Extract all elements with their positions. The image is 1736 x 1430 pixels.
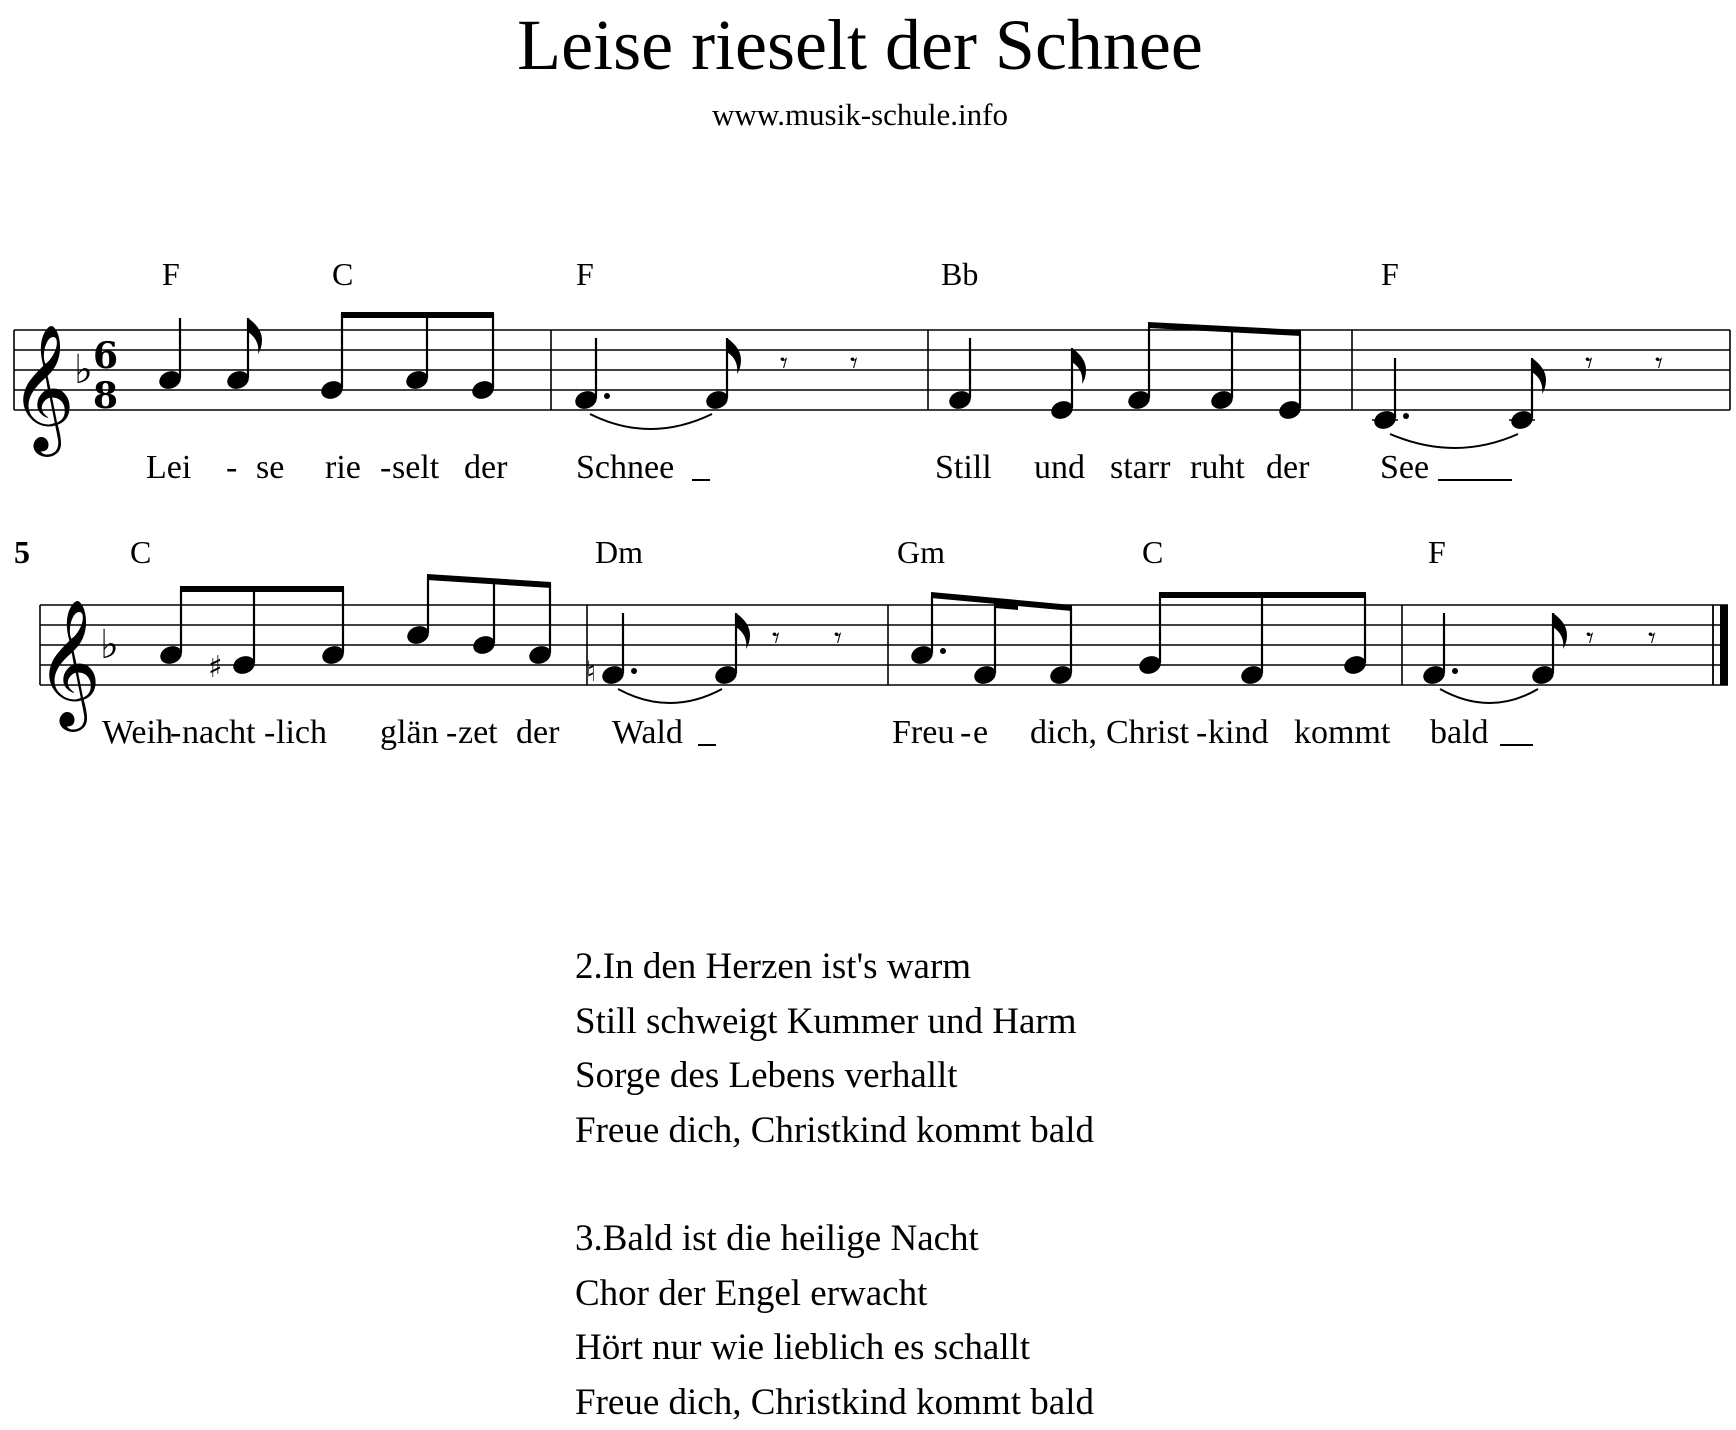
verse-2 bbox=[575, 940, 1094, 1158]
note-head bbox=[404, 369, 429, 391]
note-head bbox=[1126, 389, 1151, 411]
note-head bbox=[405, 624, 430, 646]
chord-symbol: C bbox=[332, 256, 354, 292]
lyric-syllable: dich, bbox=[1030, 714, 1098, 751]
lyric-syllable: kind bbox=[1208, 714, 1269, 751]
lyric-syllable: selt bbox=[392, 449, 440, 486]
additional-verses bbox=[575, 940, 1094, 1430]
eighth-rest-icon: 𝄾 bbox=[1648, 621, 1656, 656]
flat-key-signature-icon: ♭ bbox=[74, 347, 93, 393]
note-head bbox=[157, 369, 182, 391]
lyric-hyphen: - bbox=[226, 449, 238, 486]
eighth-rest-icon: 𝄾 bbox=[772, 621, 780, 656]
lyric-hyphen: - bbox=[170, 714, 182, 751]
note-head bbox=[1048, 664, 1073, 686]
measure-number: 5 bbox=[14, 534, 30, 570]
note-head bbox=[972, 664, 997, 686]
chord-symbol: F bbox=[1428, 534, 1446, 570]
note-head bbox=[1530, 664, 1555, 686]
lyric-hyphen: - bbox=[1196, 714, 1208, 751]
note-head bbox=[1421, 664, 1446, 686]
verse-line: Hört nur wie lieblich es schallt bbox=[575, 1327, 1031, 1368]
chord-symbols-row-1 bbox=[162, 256, 1399, 292]
lyric-syllable: se bbox=[256, 449, 285, 486]
note-head bbox=[470, 379, 495, 401]
note-head bbox=[1239, 664, 1264, 686]
lyric-syllable: der bbox=[464, 449, 508, 486]
lyric-syllable: Weih bbox=[102, 714, 173, 751]
note-head bbox=[1049, 399, 1074, 421]
website-url: www.musik-schule.info bbox=[712, 97, 1008, 132]
verse-line: 3.Bald ist die heilige Nacht bbox=[575, 1218, 979, 1259]
eighth-rest-icon: 𝄾 bbox=[834, 621, 842, 656]
lyric-syllable: See bbox=[1380, 449, 1430, 486]
chord-symbol: C bbox=[130, 534, 152, 570]
time-signature-bottom: 8 bbox=[93, 375, 119, 417]
lyrics-row-1 bbox=[146, 449, 1512, 486]
note-head bbox=[527, 644, 552, 666]
chord-symbols-row-2 bbox=[130, 534, 1446, 570]
note-head bbox=[1277, 399, 1302, 421]
chord-symbol: Bb bbox=[941, 256, 979, 292]
note-head bbox=[231, 654, 256, 676]
staff-row-1 bbox=[14, 330, 1730, 410]
lyric-syllable: kommt bbox=[1294, 714, 1391, 751]
verse-3 bbox=[575, 1212, 1094, 1430]
notes-row-2 bbox=[158, 574, 1656, 703]
sharp-icon: ♯ bbox=[208, 650, 223, 685]
lyric-hyphen: - bbox=[960, 714, 972, 751]
final-barline bbox=[1720, 605, 1728, 685]
verse-line: 2.In den Herzen ist's warm bbox=[575, 946, 972, 987]
note-head bbox=[909, 644, 934, 666]
lyric-syllable: bald bbox=[1430, 714, 1489, 751]
chord-symbol: F bbox=[162, 256, 180, 292]
note-head bbox=[704, 389, 729, 411]
lyric-syllable: und bbox=[1034, 449, 1085, 486]
lyric-syllable: Wald bbox=[612, 714, 683, 751]
lyric-syllable: ruht bbox=[1190, 449, 1245, 486]
lyric-syllable: der bbox=[516, 714, 560, 751]
flat-key-signature-icon: ♭ bbox=[100, 622, 119, 668]
lyrics-row-2 bbox=[102, 714, 1533, 751]
lyric-syllable: e bbox=[973, 714, 989, 751]
lyric-syllable: zet bbox=[458, 714, 498, 751]
time-signature-top: 6 bbox=[93, 335, 119, 377]
lyric-syllable: starr bbox=[1110, 449, 1171, 486]
lyric-hyphen: - bbox=[264, 714, 276, 751]
lyric-hyphen: - bbox=[446, 714, 458, 751]
lyric-syllable: rie bbox=[325, 449, 361, 486]
verse-line: Freue dich, Christkind kommt bald bbox=[575, 1109, 1094, 1151]
note-head bbox=[1342, 654, 1367, 676]
lyric-syllable: Freu bbox=[892, 714, 955, 751]
chord-symbol: C bbox=[1142, 534, 1164, 570]
lyric-syllable: Still bbox=[935, 449, 992, 486]
note-head bbox=[471, 634, 496, 656]
lyric-syllable: Schnee bbox=[576, 449, 675, 486]
note-head bbox=[1137, 654, 1162, 676]
staff-row-2 bbox=[40, 605, 1728, 685]
note-head bbox=[158, 644, 183, 666]
lyric-hyphen: - bbox=[380, 449, 392, 486]
song-title: Leise rieselt der Schnee bbox=[517, 5, 1203, 85]
note-head bbox=[947, 389, 972, 411]
lyric-syllable: Christ bbox=[1106, 714, 1190, 751]
eighth-rest-icon: 𝄾 bbox=[850, 346, 858, 381]
lyric-syllable: nacht bbox=[182, 714, 256, 751]
eighth-rest-icon: 𝄾 bbox=[1586, 621, 1594, 656]
verse-line: Chor der Engel erwacht bbox=[575, 1272, 928, 1314]
treble-clef-icon: 𝄞 bbox=[36, 598, 102, 726]
note-head bbox=[573, 389, 598, 411]
treble-clef-icon: 𝄞 bbox=[10, 323, 76, 451]
note-head bbox=[1209, 389, 1234, 411]
chord-symbol: Dm bbox=[595, 534, 643, 570]
eighth-rest-icon: 𝄾 bbox=[780, 346, 788, 381]
verse-line: Freue dich, Christkind kommt bald bbox=[575, 1381, 1094, 1423]
lyric-syllable: der bbox=[1266, 449, 1310, 486]
lyric-syllable: lich bbox=[276, 714, 327, 751]
verse-line: Sorge des Lebens verhallt bbox=[575, 1055, 958, 1096]
notes-row-1 bbox=[157, 312, 1663, 448]
note-head bbox=[600, 664, 625, 686]
chord-symbol: F bbox=[576, 256, 594, 292]
natural-icon: ♮ bbox=[586, 655, 597, 688]
note-head bbox=[713, 664, 738, 686]
note-head bbox=[319, 379, 344, 401]
note-head bbox=[225, 369, 250, 391]
note-head bbox=[320, 644, 345, 666]
lyric-syllable: glän bbox=[380, 714, 439, 751]
lyric-syllable: Lei bbox=[146, 449, 192, 486]
verse-line: Still schweigt Kummer und Harm bbox=[575, 1000, 1077, 1042]
chord-symbol: F bbox=[1381, 256, 1399, 292]
chord-symbol: Gm bbox=[897, 534, 945, 570]
eighth-rest-icon: 𝄾 bbox=[1655, 346, 1663, 381]
eighth-rest-icon: 𝄾 bbox=[1585, 346, 1593, 381]
